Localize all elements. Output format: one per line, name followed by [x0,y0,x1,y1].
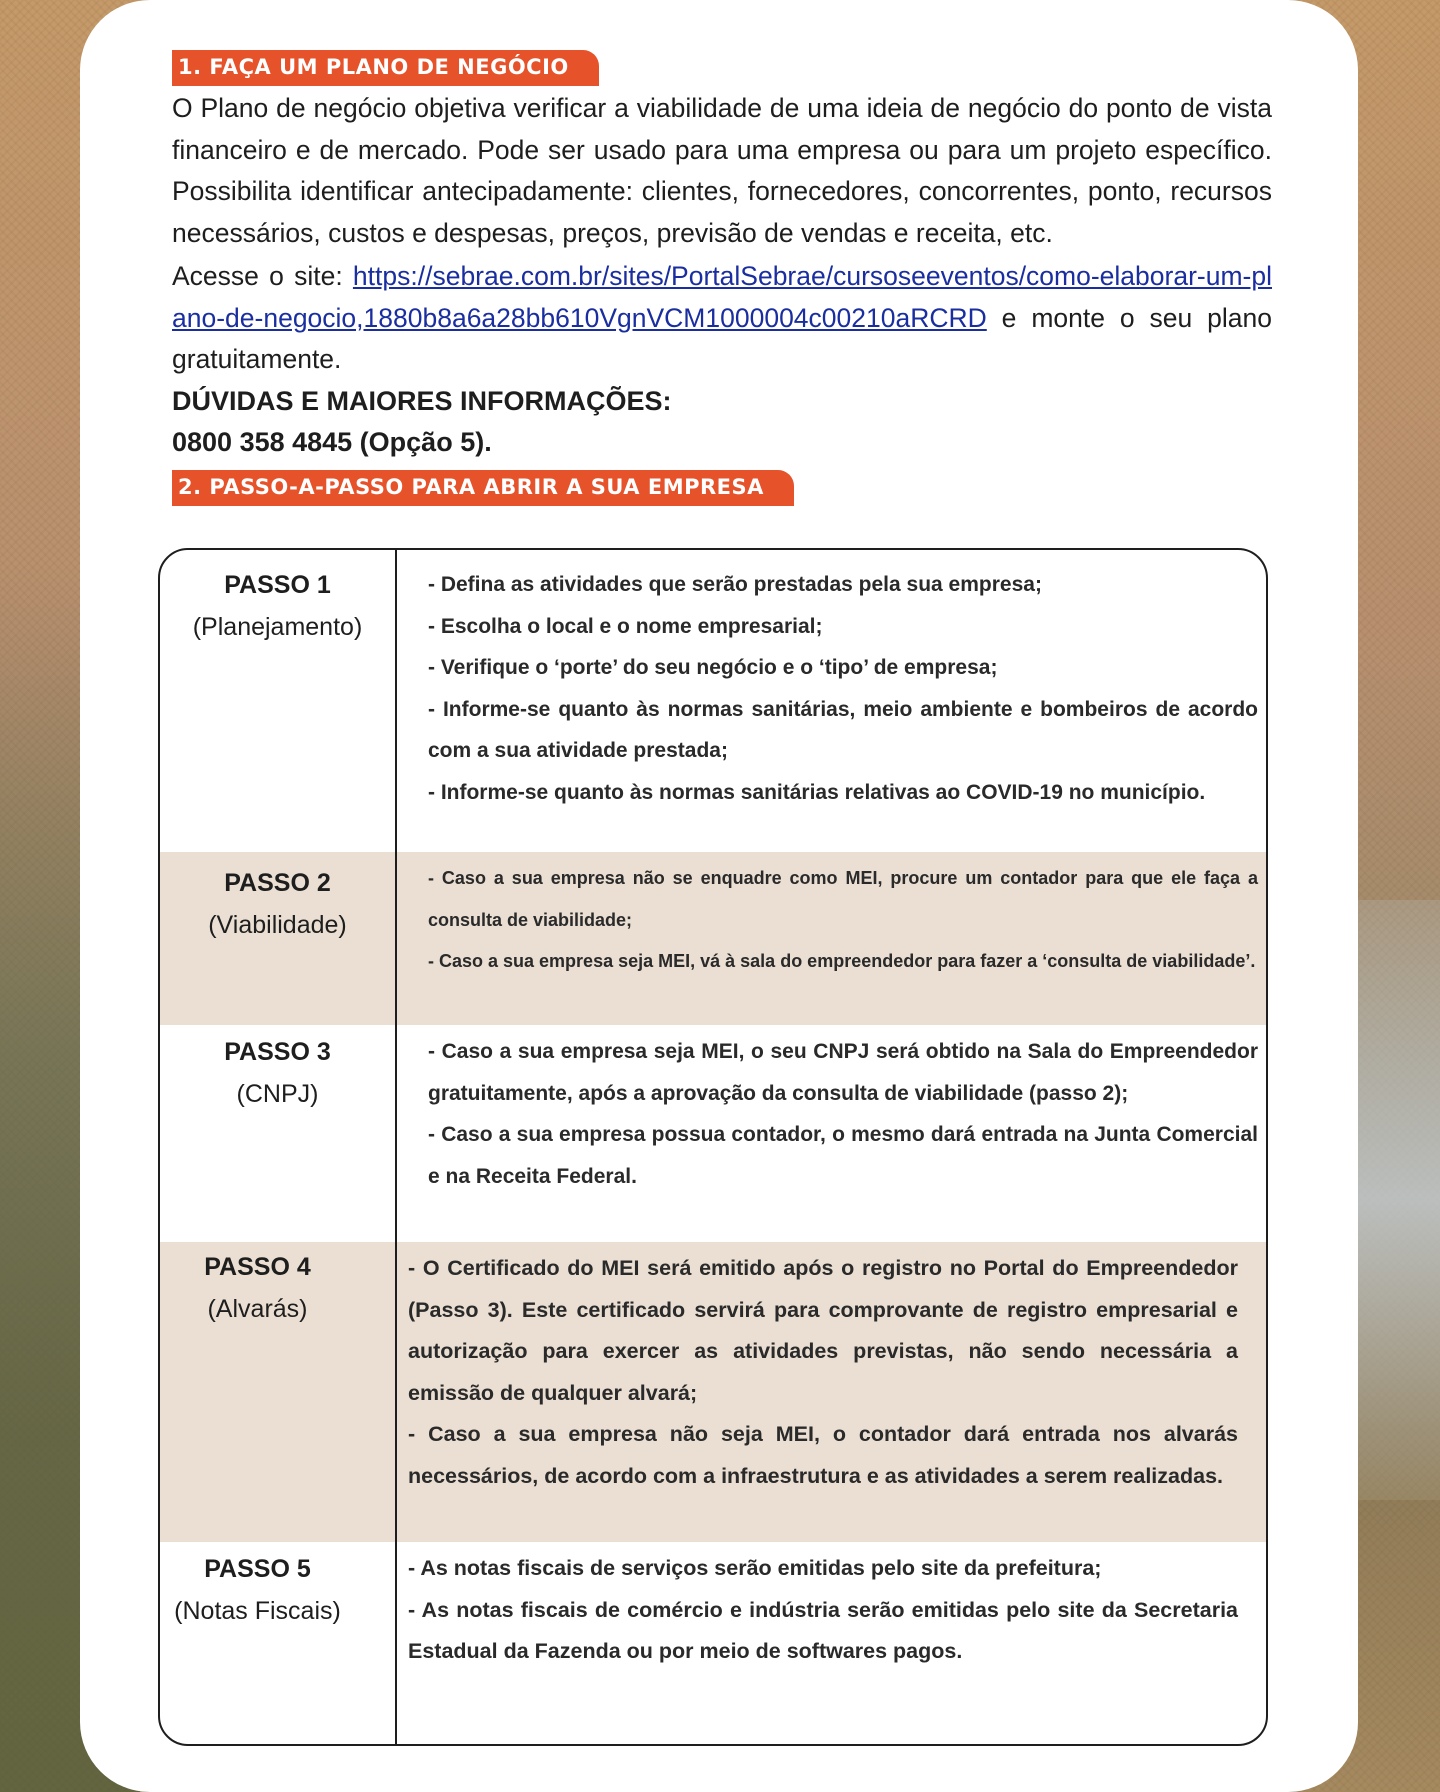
access-suffix: e monte o seu plano gratuitamente. [172,302,1272,374]
step-4-name: (Alvarás) [207,1295,308,1323]
step-4-item: - Caso a sua empresa não seja MEI, o contador dará entrada nos alvarás necessários, de acordo com a infraestrutura e as atividades a serem realizadas. [408,1422,1238,1488]
section-1-paragraph: O Plano de negócio objetiva verificar a viabilidade de uma ideia de negócio do ponto de vista financeiro e de mercado. Pode ser usado para uma empresa ou para um projeto específico. Possibilita identificar antecipadamente: clientes, fornecedores, concorrentes, ponto, recursos necessários, custos e despesas, preços, previsão de vendas e receita, etc. [172,93,1272,248]
step-3-item: - Caso a sua empresa seja MEI, o seu CNPJ será obtido na Sala do Empreendedor gratuitamente, após a aprovação da consulta de viabilidade (passo 2); [428,1040,1258,1105]
step-2-number: PASSO 2 [224,869,331,897]
step-row-5 [160,1542,1266,1746]
step-5-label [158,1548,375,1632]
step-1-label [160,564,395,648]
step-3-number: PASSO 3 [224,1038,331,1066]
step-1-name: (Planejamento) [192,613,363,641]
step-4-item: - O Certificado do MEI será emitido após o registro no Portal do Empreendedor (Passo 3). Este certificado servirá para comprovante de registro empresarial e autorização para exercer as atividades previstas, não sendo necessária a emissão de qualquer alvará; [408,1256,1238,1405]
step-1-item: - Defina as atividades que serão prestadas pela sua empresa; [428,573,1042,596]
step-1-item: - Escolha o local e o nome empresarial; [428,614,823,638]
step-5-text [408,1548,1238,1673]
access-paragraph [172,256,1272,381]
step-5-name: (Notas Fiscais) [174,1597,341,1625]
info-heading: DÚVIDAS E MAIORES INFORMAÇÕES: [172,385,672,416]
step-5-item: - As notas fiscais de comércio e indústria serão emitidas pelo site da Secretaria Estadual da Fazenda ou por meio de softwares pagos. [408,1597,1238,1663]
step-4-label [158,1246,375,1330]
step-1-item: - Verifique o ‘porte’ do seu negócio e o ‘tipo’ de empresa; [428,656,998,679]
step-row-4 [160,1242,1266,1542]
step-3-text [428,1031,1258,1197]
step-2-label [160,862,395,946]
step-1-text [428,564,1258,813]
step-row-1 [160,550,1266,852]
step-3-item: - Caso a sua empresa possua contador, o mesmo dará entrada na Junta Comercial e na Receita Federal. [428,1123,1258,1188]
sebrae-link[interactable]: https://sebrae.com.br/sites/PortalSebrae/cursoseeventos/como-elaborar-um-plano-de-negocio,1880b8a6a28bb610VgnVCM1000004c00210aRCRD [172,261,1272,333]
table-divider [395,550,397,1744]
step-2-name: (Viabilidade) [208,911,347,939]
steps-table [158,548,1268,1746]
step-4-number: PASSO 4 [204,1253,311,1281]
step-1-item: - Informe-se quanto às normas sanitárias, meio ambiente e bombeiros de acordo com a sua atividade prestada; [428,697,1258,762]
step-1-number: PASSO 1 [224,571,331,599]
access-prefix: Acesse o site: [172,261,353,291]
step-row-3 [160,1025,1266,1242]
phone-number: 0800 358 4845 (Opção 5). [172,427,492,457]
step-3-label [160,1031,395,1115]
section-1 [172,50,1272,506]
step-5-item: - As notas fiscais de serviços serão emitidas pelo site da prefeitura; [408,1556,1102,1580]
step-5-number: PASSO 5 [204,1555,311,1583]
step-2-item: - Caso a sua empresa seja MEI, vá à sala do empreendedor para fazer a ‘consulta de viabilidade’. [428,951,1256,971]
step-2-item: - Caso a sua empresa não se enquadre como MEI, procure um contador para que ele faça a consulta de viabilidade; [428,868,1258,930]
step-2-text [428,858,1258,983]
step-3-name: (CNPJ) [236,1080,319,1108]
step-4-text [408,1248,1238,1497]
section-2-tag: 2. PASSO-A-PASSO PARA ABRIR A SUA EMPRESA [172,470,794,506]
step-1-item: - Informe-se quanto às normas sanitárias relativas ao COVID-19 no município. [428,780,1206,804]
section-1-tag: 1. FAÇA UM PLANO DE NEGÓCIO [172,50,599,86]
step-row-2 [160,852,1266,1025]
